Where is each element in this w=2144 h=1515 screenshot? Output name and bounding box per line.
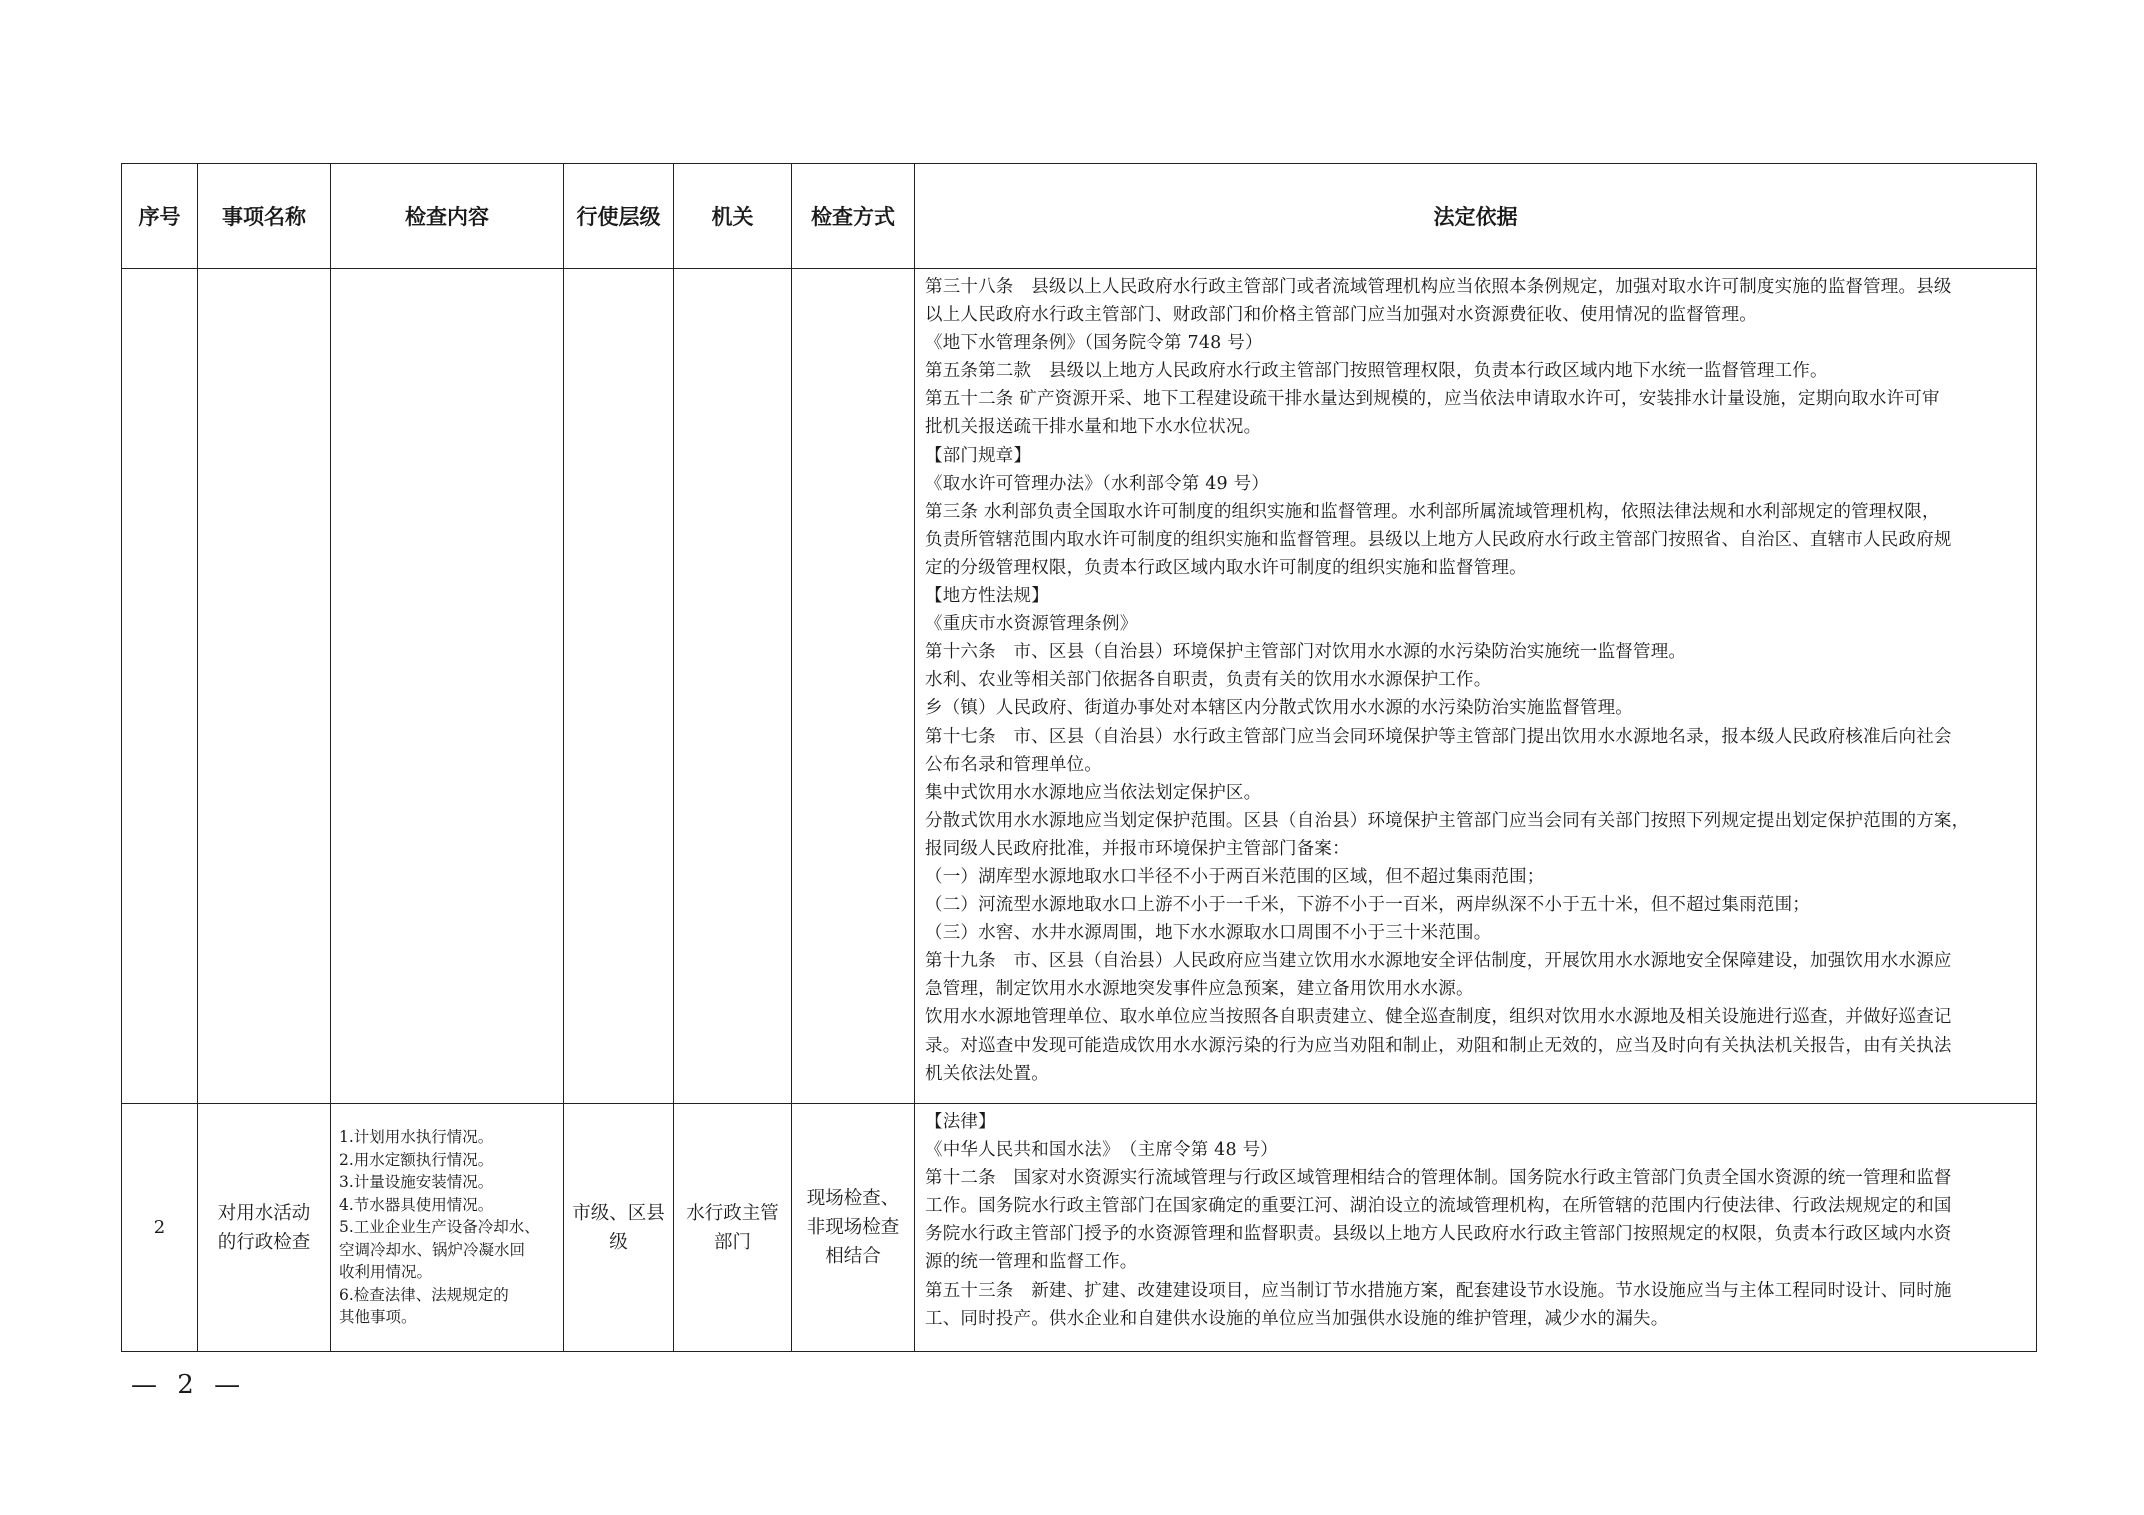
basis-line: 务院水行政主管部门授予的水资源管理和监督职责。县级以上地方人民政府水行政主管部门按照规定的权限，负责本行政区域内水资 (925, 1224, 1952, 1245)
basis-line: 工、同时投产。供水企业和自建供水设施的单位应当加强供水设施的维护管理，减少水的漏失。 (925, 1308, 1669, 1329)
inspection-method-cell (792, 1104, 915, 1352)
content-line: 6.检查法律、法规规定的 (339, 1285, 509, 1304)
basis-line: （一）湖库型水源地取水口半径不小于两百米范围的区域，但不超过集雨范围； (925, 866, 1545, 887)
header-row (122, 164, 2037, 269)
method-line: 相结合 (825, 1246, 881, 1267)
header-inspection-method: 检查方式 (792, 164, 915, 269)
inspection-content-cell (331, 1104, 564, 1352)
content-line: 3.计量设施安装情况。 (339, 1173, 494, 1192)
basis-line: 第五条第二款 县级以上地方人民政府水行政主管部门按照管理权限，负责本行政区域内地下水统一监督管理工作。 (925, 361, 1828, 382)
basis-line: 批机关报送疏干排水量和地下水水位状况。 (925, 417, 1262, 438)
basis-line: 乡（镇）人民政府、街道办事处对本辖区内分散式饮用水水源的水污染防治实施监督管理。 (925, 698, 1633, 719)
basis-line: 公布名录和管理单位。 (925, 754, 1102, 775)
basis-line: 第十七条 市、区县（自治县）水行政主管部门应当会同环境保护等主管部门提出饮用水水源地名录，报本级人民政府核准后向社会 (925, 726, 1952, 747)
cell-empty (331, 269, 564, 1104)
legal-basis-cell (915, 269, 2037, 1104)
basis-line: 《重庆市水资源管理条例》 (925, 614, 1138, 635)
header-agency: 机关 (674, 164, 792, 269)
cell-empty (198, 269, 331, 1104)
method-line: 非现场检查 (806, 1217, 900, 1238)
basis-line: 【法律】 (925, 1112, 996, 1132)
basis-line: 报同级人民政府批准，并报市环境保护主管部门备案： (925, 838, 1350, 859)
method-line: 现场检查、 (806, 1188, 900, 1209)
content-line: 2.用水定额执行情况。 (339, 1150, 494, 1169)
content-line: 空调冷却水、锅炉冷凝水回 (339, 1240, 526, 1259)
basis-line: 第十二条 国家对水资源实行流域管理与行政区域管理相结合的管理体制。国务院水行政主管部门负责全国水资源的统一管理和监督 (925, 1168, 1952, 1189)
basis-line: （二）河流型水源地取水口上游不小于一千米，下游不小于一百米，两岸纵深不小于五十米，但不超过集雨范围； (925, 895, 1810, 916)
basis-line: 【部门规章】 (925, 445, 1032, 466)
cell-empty (792, 269, 915, 1104)
basis-line: 水利、农业等相关部门依据各自职责，负责有关的饮用水水源保护工作。 (925, 670, 1492, 691)
content-line: 5.工业企业生产设备冷却水、 (339, 1218, 540, 1237)
basis-line: 《取水许可管理办法》（水利部令第 49 号） (925, 473, 1270, 494)
table-row-continued (122, 269, 2037, 1104)
item-name-line: 的行政检查 (217, 1231, 311, 1253)
basis-line: 《地下水管理条例》（国务院令第 748 号） (925, 333, 1263, 354)
content-line: 其他事项。 (339, 1308, 417, 1327)
basis-line: 负责所管辖范围内取水许可制度的组织实施和监督管理。县级以上地方人民政府水行政主管部门按照省、自治区、直辖市人民政府规 (925, 529, 1952, 550)
basis-line: 【地方性法规】 (925, 586, 1049, 607)
basis-line: 录。对巡查中发现可能造成饮用水水源污染的行为应当劝阻和制止，劝阻和制止无效的，应当及时向有关执法机关报告，由有关执法 (925, 1035, 1952, 1056)
basis-line: 以上人民政府水行政主管部门、财政部门和价格主管部门应当加强对水资源费征收、使用情况的监督管理。 (925, 305, 1757, 326)
agency-line: 部门 (713, 1231, 751, 1253)
exercise-level-cell (564, 1104, 674, 1352)
basis-line: 急管理，制定饮用水水源地突发事件应急预案，建立备用饮用水水源。 (925, 979, 1474, 1000)
serial-number-cell: 2 (122, 1104, 198, 1352)
basis-line: 第十六条 市、区县（自治县）环境保护主管部门对饮用水水源的水污染防治实施统一监督管理。 (925, 642, 1687, 663)
basis-line: 第三十八条 县级以上人民政府水行政主管部门或者流域管理机构应当依照本条例规定，加强对取水许可制度实施的监督管理。县级 (925, 277, 1952, 297)
table-row (122, 1104, 2037, 1352)
basis-line: 《中华人民共和国水法》 （主席令第 48 号） (925, 1140, 1278, 1161)
basis-line: （三）水窖、水井水源周围，地下水水源取水口周围不小于三十米范围。 (925, 923, 1492, 944)
level-line: 市级、区县 (572, 1202, 665, 1224)
basis-line: 机关依法处置。 (925, 1063, 1049, 1084)
basis-line: 源的统一管理和监督工作。 (925, 1252, 1138, 1273)
header-item-name: 事项名称 (198, 164, 331, 269)
item-name-line: 对用水活动 (217, 1202, 311, 1224)
header-inspection-content: 检查内容 (331, 164, 564, 269)
content-line: 收利用情况。 (339, 1263, 433, 1282)
agency-line: 水行政主管 (686, 1202, 779, 1224)
basis-line: 工作。国务院水行政主管部门在国家确定的重要江河、湖泊设立的流域管理机构，在所管辖的范围内行使法律、行政法规规定的和国 (925, 1196, 1952, 1217)
cell-empty (674, 269, 792, 1104)
item-name-cell (198, 1104, 331, 1352)
page-number: — 2 — (131, 1370, 247, 1400)
basis-line: 分散式饮用水水源地应当划定保护范围。区县（自治县）环境保护主管部门应当会同有关部门按照下列规定提出划定保护范围的方案， (925, 810, 1970, 831)
header-legal-basis: 法定依据 (915, 164, 2037, 269)
level-line: 级 (609, 1231, 628, 1253)
legal-basis-cell (915, 1104, 2037, 1352)
content-line: 1.计划用水执行情况。 (339, 1128, 494, 1147)
cell-empty (564, 269, 674, 1104)
basis-line: 第五十二条 矿产资源开采、地下工程建设疏干排水量达到规模的，应当依法申请取水许可，安装排水计量设施，定期向取水许可审 (925, 389, 1940, 410)
header-serial-number: 序号 (122, 164, 198, 269)
basis-line: 集中式饮用水水源地应当依法划定保护区。 (925, 782, 1262, 803)
agency-cell (674, 1104, 792, 1352)
header-exercise-level: 行使层级 (564, 164, 674, 269)
cell-empty (122, 269, 198, 1104)
inspection-table (121, 163, 2037, 1352)
basis-line: 定的分级管理权限，负责本行政区域内取水许可制度的组织实施和监督管理。 (925, 557, 1527, 578)
basis-line: 饮用水水源地管理单位、取水单位应当按照各自职责建立、健全巡查制度，组织对饮用水水源地及相关设施进行巡查，并做好巡查记 (925, 1007, 1952, 1028)
basis-line: 第十九条 市、区县（自治县）人民政府应当建立饮用水水源地安全评估制度，开展饮用水水源地安全保障建设，加强饮用水水源应 (925, 951, 1952, 972)
content-line: 4.节水器具使用情况。 (339, 1195, 494, 1214)
basis-line: 第三条 水利部负责全国取水许可制度的组织实施和监督管理。水利部所属流域管理机构，依照法律法规和水利部规定的管理权限， (925, 501, 1940, 522)
basis-line: 第五十三条 新建、扩建、改建建设项目，应当制订节水措施方案，配套建设节水设施。节水设施应当与主体工程同时设计、同时施 (925, 1280, 1952, 1301)
